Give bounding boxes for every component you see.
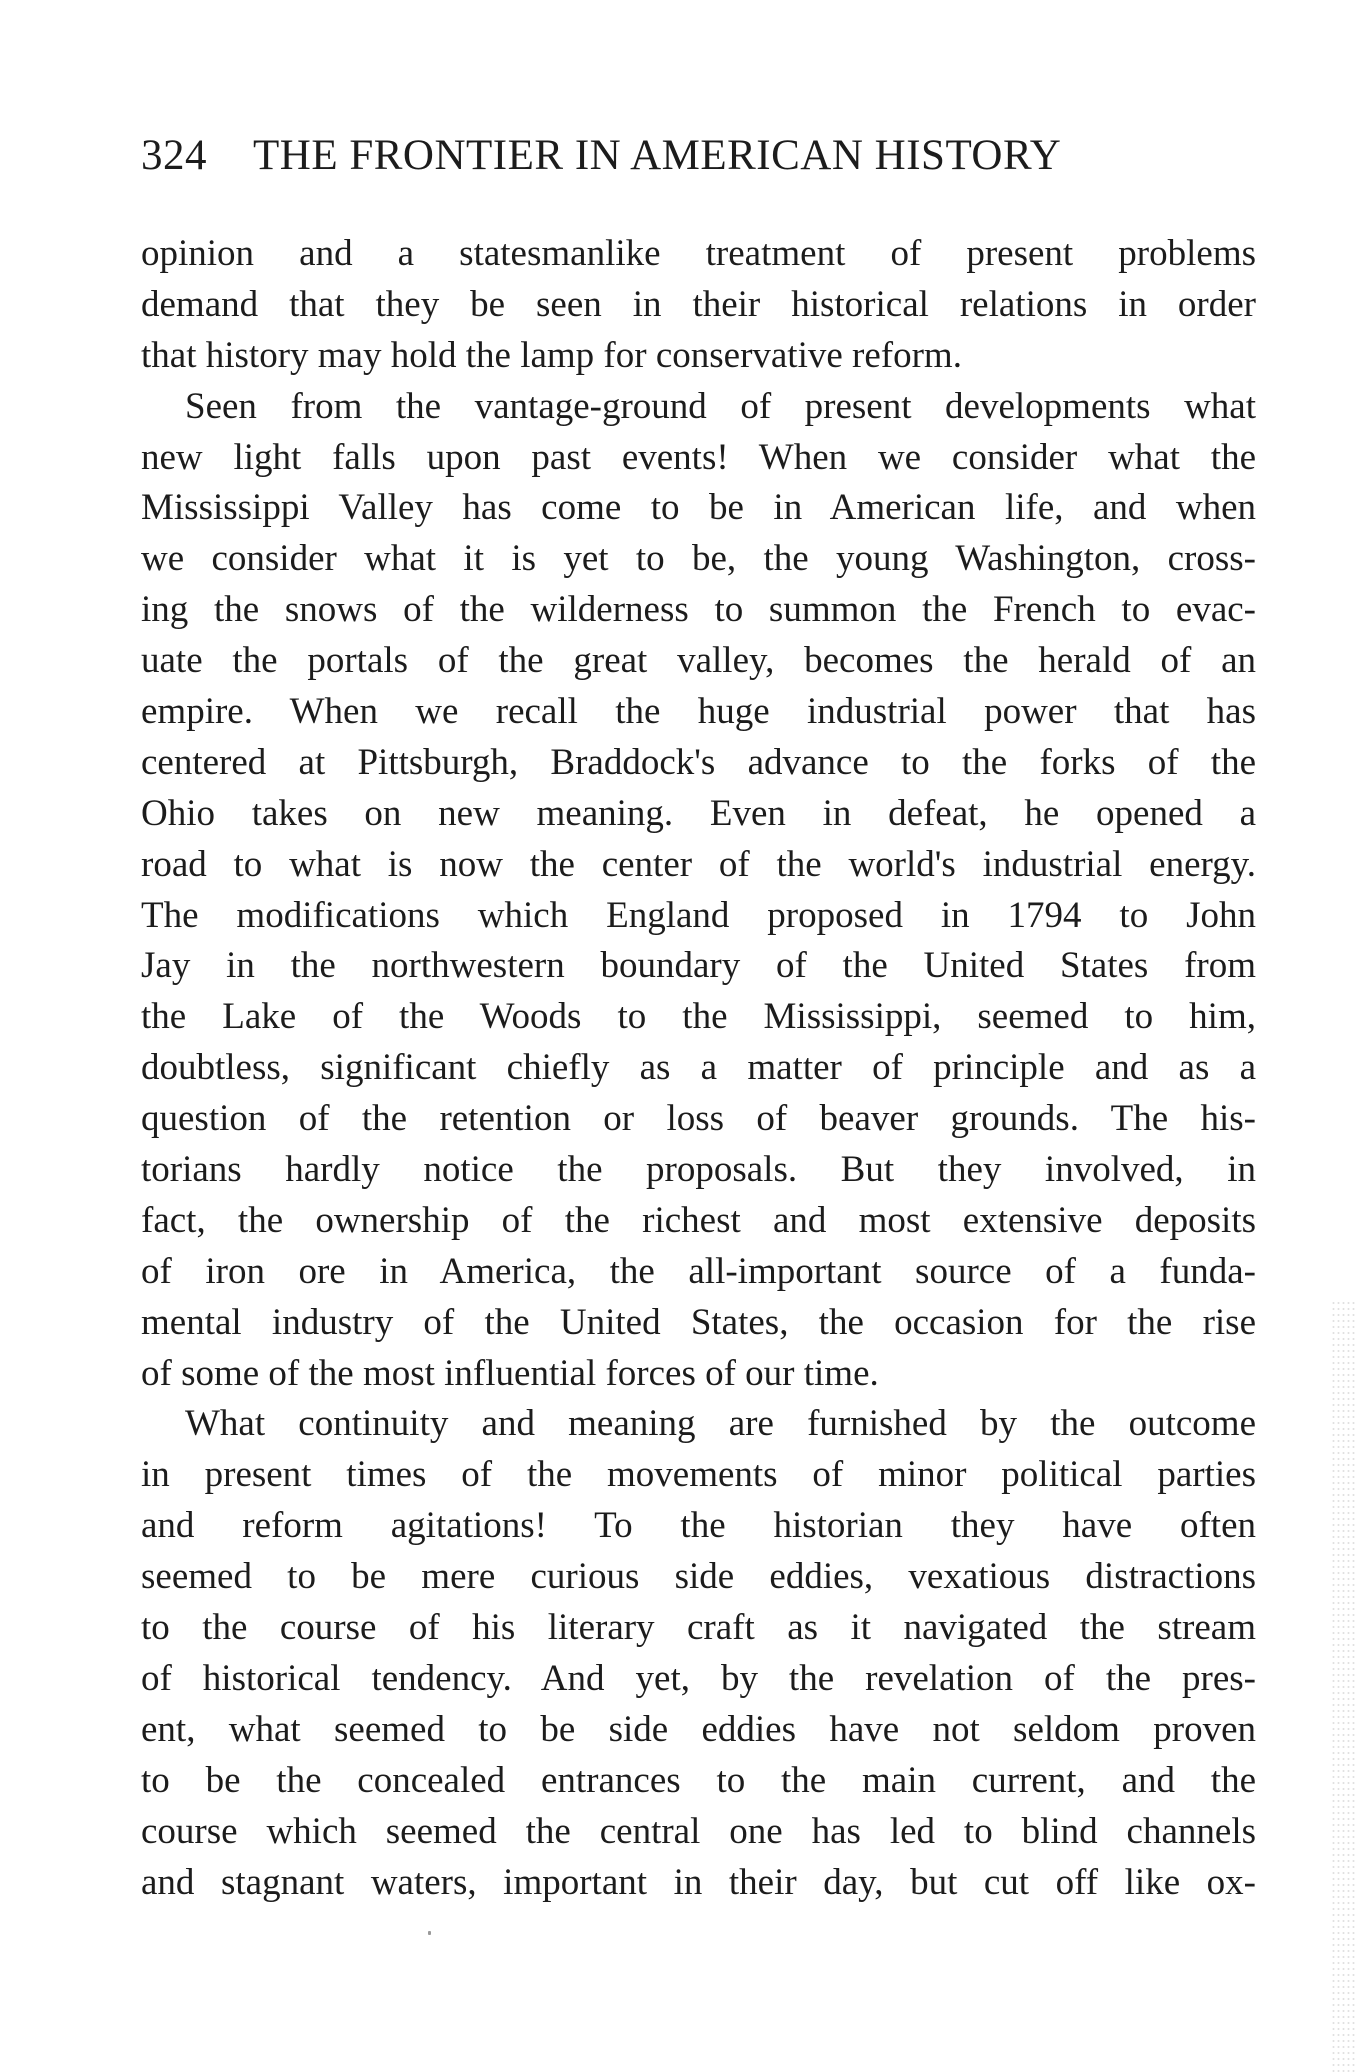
text-line: and stagnant waters, important in their day, but cut off like ox- <box>141 1861 1256 1903</box>
text-line: to be the concealed entrances to the main current, and the <box>141 1759 1256 1801</box>
text-line: of some of the most influential forces of our time. <box>141 1352 879 1394</box>
text-line: new light falls upon past events! When we consider what the <box>141 436 1256 478</box>
text-line: ing the snows of the wilderness to summon the French to evac- <box>141 589 1256 631</box>
body-text <box>141 229 1256 1908</box>
page-number: 324 <box>141 132 207 179</box>
paragraph-start-line: What continuity and meaning are furnished by the outcome <box>185 1403 1256 1445</box>
paragraph-start-line: Seen from the vantage-ground of present developments what <box>185 385 1256 427</box>
scan-edge-speckle <box>1331 1300 1355 2072</box>
running-head <box>141 128 1256 184</box>
text-line: Jay in the northwestern boundary of the United States from <box>141 945 1256 987</box>
text-line: centered at Pittsburgh, Braddock's advance to the forks of the <box>141 741 1256 783</box>
text-line: the Lake of the Woods to the Mississippi, seemed to him, <box>141 996 1256 1038</box>
scan-dust-mark <box>428 1931 431 1935</box>
text-line: in present times of the movements of minor political parties <box>141 1454 1256 1496</box>
text-line: and reform agitations! To the historian they have often <box>141 1505 1256 1547</box>
text-line: ent, what seemed to be side eddies have not seldom proven <box>141 1708 1256 1750</box>
text-line: of iron ore in America, the all-important source of a funda- <box>141 1250 1256 1292</box>
text-line: The modifications which England proposed in 1794 to John <box>141 894 1256 936</box>
text-line: of historical tendency. And yet, by the revelation of the pres- <box>141 1657 1256 1699</box>
running-title: THE FRONTIER IN AMERICAN HISTORY <box>253 132 1062 179</box>
text-line: uate the portals of the great valley, becomes the herald of an <box>141 640 1256 682</box>
text-line: course which seemed the central one has led to blind channels <box>141 1810 1256 1852</box>
text-line: to the course of his literary craft as it navigated the stream <box>141 1607 1256 1649</box>
text-line: demand that they be seen in their historical relations in order <box>141 283 1256 325</box>
text-line: fact, the ownership of the richest and most extensive deposits <box>141 1199 1256 1241</box>
text-line: seemed to be mere curious side eddies, vexatious distractions <box>141 1556 1256 1598</box>
text-line: road to what is now the center of the world's industrial energy. <box>141 843 1256 885</box>
text-line: we consider what it is yet to be, the young Washington, cross- <box>141 538 1256 580</box>
text-line: torians hardly notice the proposals. But they involved, in <box>141 1149 1256 1191</box>
text-line: opinion and a statesmanlike treatment of present problems <box>141 233 1256 274</box>
text-line: question of the retention or loss of beaver grounds. The his- <box>141 1098 1256 1140</box>
text-line: empire. When we recall the huge industrial power that has <box>141 691 1256 733</box>
text-line: doubtless, significant chiefly as a matter of principle and as a <box>141 1047 1256 1089</box>
text-line: Mississippi Valley has come to be in American life, and when <box>141 487 1256 529</box>
text-line: Ohio takes on new meaning. Even in defeat, he opened a <box>141 792 1256 834</box>
text-line: mental industry of the United States, the occasion for the rise <box>141 1301 1256 1343</box>
text-line: that history may hold the lamp for conservative reform. <box>141 334 962 376</box>
